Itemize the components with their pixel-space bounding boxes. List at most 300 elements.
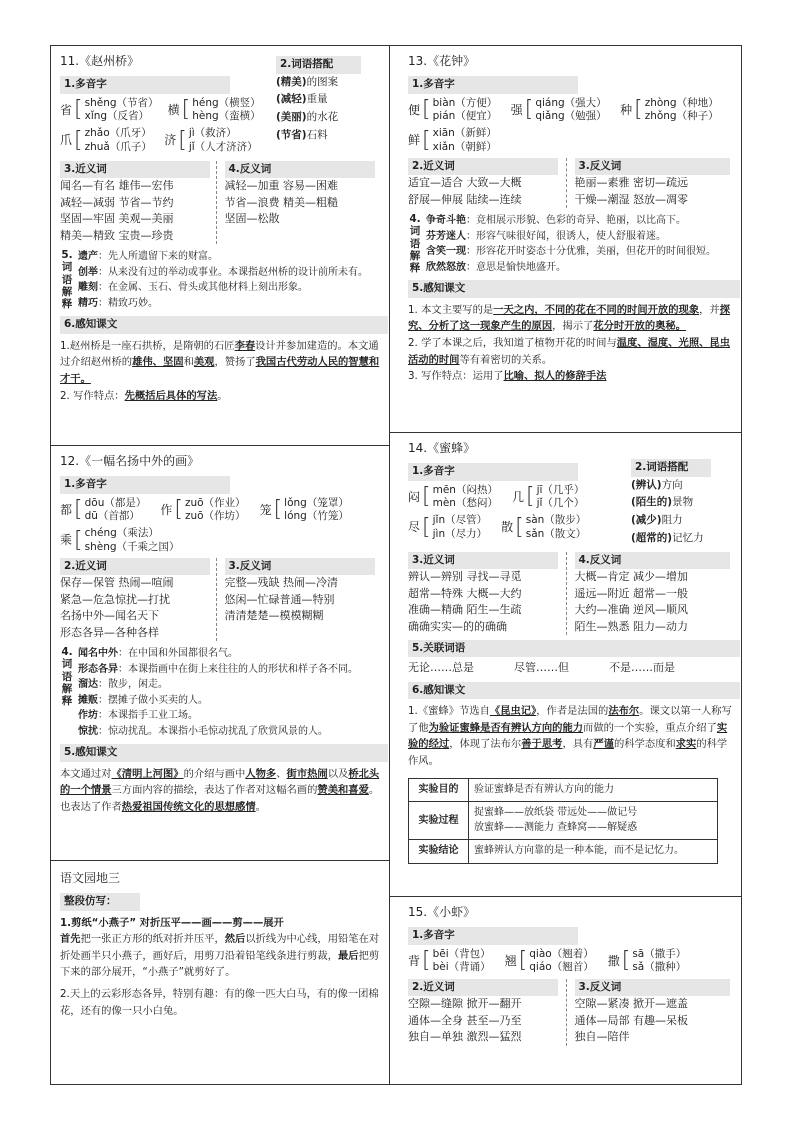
emphasis: 《清明上河图》: [111, 767, 184, 780]
collocation-object: 记忆力: [672, 532, 704, 545]
polyphone-char: 背: [408, 953, 421, 968]
explain-item: [78, 280, 380, 296]
bracket: [: [273, 497, 283, 523]
collocation-object: 的图案: [306, 75, 339, 88]
synonym-list: [408, 996, 566, 1046]
lesson-summary: [60, 766, 380, 816]
reading: jǐ（人才济济）: [188, 140, 258, 153]
section-header: 3.反义词: [225, 558, 375, 575]
polyphone-list: [60, 97, 270, 155]
explain-item: [78, 249, 380, 265]
definition: ：本课指手工业工场。: [98, 710, 198, 722]
collocation-item: [276, 127, 380, 145]
bracket: [: [524, 97, 534, 123]
polyphone-item: [620, 97, 718, 124]
synonym-list: [408, 569, 566, 635]
collocation-list: [276, 74, 380, 145]
emphasis: 桥北头的一个情景: [60, 767, 380, 797]
reading-list: [526, 514, 587, 541]
reading: xiān（新鲜）: [432, 126, 497, 139]
subheading: 1.剪纸“小燕子” 对折压平——画——剪——展开: [60, 916, 284, 929]
collocation-item: [631, 477, 732, 495]
table-line: 蜜蜂辨认方向靠的是一种本能，而不是记忆力。: [474, 845, 684, 857]
reading: jǐn（尽管）: [432, 513, 488, 526]
polyphone-item: [408, 484, 498, 511]
section-header: 1.多音字: [60, 476, 230, 493]
term: 惊扰: [78, 725, 98, 737]
term: 作坊: [78, 710, 98, 722]
label-char: 释: [61, 297, 73, 310]
polyphone-row: [408, 97, 732, 124]
term: 欣然怒放: [426, 261, 466, 273]
text: 的科学态度和: [613, 738, 676, 751]
text: 1. 本文主要写的是: [408, 303, 494, 316]
reading: zhuǎ（爪子）: [84, 140, 152, 153]
definition: ：在金属、玉石、骨头或其他材料上刻出形象。: [98, 282, 308, 294]
polyphone-item: [60, 96, 159, 124]
synonym-pair: 超常—特殊 大概—大约: [408, 586, 522, 600]
polyphone-list: [408, 97, 732, 155]
synonym-list: [60, 575, 216, 641]
table-key: 实验目的: [409, 778, 469, 802]
reading-list: [433, 97, 497, 124]
synonym-pair: 空隙—缝隙 掀开—翻开: [408, 997, 522, 1011]
reading: dū（首都）: [84, 510, 140, 523]
polyphone-char: 强: [510, 102, 523, 117]
synonym-pair: 保存—保管 热闹—喧闹: [60, 576, 174, 590]
explain-item: [426, 244, 732, 260]
polyphone-item: [60, 497, 146, 524]
bracket: [: [422, 127, 431, 153]
polyphone-row: [408, 127, 732, 154]
bracket: [: [515, 514, 524, 540]
lesson-title: 11.《赵州桥》: [60, 54, 140, 68]
polyphone-char: 济: [164, 132, 177, 147]
polyphone-char: 作: [160, 502, 173, 517]
emphasis: 为验证蜜蜂是否有辨认方向的能力: [428, 721, 584, 734]
polyphone-char: 爪: [60, 132, 73, 147]
text: 1.《蜜蜂》节选自: [408, 705, 490, 718]
antonym-pair: 干燥—潮湿 怒放—凋零: [574, 192, 688, 206]
section-header: 5.感知课文: [60, 744, 388, 761]
reading: qiào（翘着）: [529, 947, 594, 960]
reading: qiáng（强大）: [535, 96, 607, 109]
reading-list: [433, 948, 491, 975]
polyphone-row: [408, 948, 732, 975]
section-header: 3.反义词: [575, 979, 730, 996]
polyphone-item: [60, 527, 180, 554]
collocation-object: 方向: [661, 478, 683, 491]
label-char: 词: [409, 225, 421, 238]
term: 创举: [78, 266, 98, 278]
reading: sǎ（撒种）: [632, 961, 687, 974]
section-header: 6.感知课文: [408, 682, 740, 699]
label-char: 词: [61, 658, 73, 671]
term: 争奇斗艳: [426, 215, 466, 227]
emphasis: 热爱祖国传统文化的思想感情: [121, 800, 256, 813]
emphasis: 比喻、拟人的修辞手法: [503, 370, 607, 383]
emphasis: 善于思考: [521, 738, 563, 751]
emphasis: 花分时开放的奥秘。: [593, 320, 687, 333]
section-divider: [50, 860, 390, 861]
polyphone-row: [408, 514, 623, 541]
reading: zhǒng（种子）: [644, 110, 719, 123]
antonym-pair: 清清楚楚—模模糊糊: [224, 609, 324, 623]
reading: pián（便宜）: [432, 110, 498, 123]
collocation-word: (陌生的): [631, 496, 673, 509]
label-char: 语: [61, 273, 73, 286]
reading-list: [537, 484, 585, 511]
table-row: [409, 840, 718, 864]
explain-item: [78, 693, 380, 709]
reading-list: [535, 97, 606, 124]
definition: ：散步，闲走。: [98, 679, 168, 691]
lesson-summary: 1.赵州桥是一座石拱桥，是隋朝的石匠李春设计并参加建造的。本文通过介绍赵州桥的雄伟、坚固和美观，赞扬了我国古代劳动人民的智慧和才干。 2. 写作特点：先概括后具体的写法。: [60, 339, 380, 402]
antonym-list: [225, 178, 381, 228]
reading-list: [632, 948, 686, 975]
table-line: 验证蜜蜂是否有辨认方向的能力: [474, 783, 614, 795]
lesson-summary: [408, 703, 732, 770]
text: ，体现了法布尔: [449, 738, 522, 751]
emphasis: 《昆虫记》: [489, 705, 537, 718]
emphasis: 求实: [675, 738, 697, 751]
text: 2. 学了本课之后，我知道了植物开花的时间与: [408, 336, 617, 349]
paragraph: 2.天上的云彩形态各异，特别有趣：有的像一匹大白马，有的像一团棉花，还有的像一只小白兔。: [60, 988, 379, 1017]
section-header: 2.近义词: [408, 979, 558, 996]
emphasis: 人物多: [245, 767, 277, 780]
reading: xiǎn（朝鲜）: [432, 140, 497, 153]
polyphone-item: [408, 127, 497, 154]
polyphone-char: 几: [511, 489, 524, 504]
lesson-15: [400, 898, 740, 1084]
collocation-object: 石料: [306, 129, 328, 142]
antonym-pair: 悠闲—忙碌普通—特别: [224, 592, 335, 606]
emphasis: 实验的经过: [408, 721, 728, 751]
collocation-item: [276, 109, 380, 127]
lesson-summary: [408, 302, 732, 385]
polyphone-item: [164, 127, 256, 154]
polyphone-item: [160, 497, 245, 524]
reading-list: [433, 514, 488, 541]
table-line: 放蜜蜂——测能力 查蜂窝——解疑惑: [474, 821, 638, 833]
collocation-item: [631, 530, 732, 548]
garden-title: 语文园地三: [60, 871, 121, 885]
synonym-pair: 减轻—减弱 节省—节约: [60, 195, 174, 209]
section-header: 4.反义词: [225, 161, 375, 178]
polyphone-row: [408, 484, 623, 511]
bracket: [: [518, 948, 528, 974]
reading-list: [433, 484, 498, 511]
polyphone-char: 便: [408, 102, 421, 117]
explain-item: [426, 213, 732, 229]
section-header: 1.多音字: [60, 76, 230, 93]
polyphone-char: 笼: [259, 502, 272, 517]
term: 形态各异: [78, 663, 118, 675]
label-char: 释: [61, 694, 73, 707]
antonym-pair: 通体—局部 有趣—呆板: [574, 1013, 688, 1027]
explain-list: [426, 213, 732, 275]
section-divider: [389, 896, 742, 897]
reading: jì（救济）: [188, 126, 237, 139]
polyphone-item: [608, 948, 687, 975]
definition: ：从来没有过的举动或事业。本课指赵州桥的设计前所未有。: [98, 266, 368, 278]
text: ，作者是法国的: [536, 705, 609, 718]
definition: ：竞相展示形貌、色彩的奇异、艳丽，以比高下。: [466, 215, 686, 227]
explain-label: 5. 词 语 解 释: [61, 249, 73, 310]
emphasis: 一天之内，不同的花在不同的时间开放的现象: [493, 303, 700, 316]
synonym-pair: 确确实实—的的确确: [408, 619, 507, 633]
text: 而做的一个实验，重点介绍了: [583, 721, 717, 734]
polyphone-list: [408, 484, 623, 542]
polyphone-item: [260, 497, 349, 524]
synonym-pair: 辨认—辨别 寻找—寻觅: [408, 570, 522, 584]
antonym-list: [225, 575, 381, 625]
garden-section: [52, 864, 388, 1084]
polyphone-item: [60, 127, 150, 154]
collocation-item: [631, 512, 732, 530]
reading-list: [192, 96, 261, 124]
collocation-object: 阻力: [661, 514, 683, 527]
reading: chéng（乘法）: [84, 526, 159, 539]
reading: qiǎng（勉强）: [535, 110, 607, 123]
explain-item: [78, 265, 380, 281]
lesson-13: [400, 47, 740, 432]
label-char: 词: [61, 261, 73, 274]
explain-item: [78, 677, 380, 693]
synonym-pair: 独自—单独 激烈—猛烈: [408, 1030, 522, 1044]
polyphone-item: [408, 514, 487, 541]
synonym-pair: 通体—全身 甚至—乃至: [408, 1013, 522, 1027]
explain-label: 4. 词 语 解 释: [61, 646, 73, 707]
label-char: 释: [409, 261, 421, 274]
reading: sàn（散步）: [525, 513, 587, 526]
section-header: 1.多音字: [408, 76, 578, 93]
antonym-pair: 节省—浪费 精美—粗糙: [224, 195, 338, 209]
collocation-word: (超常的): [631, 532, 673, 545]
antonym-pair: 完整—残缺 热闹—冷清: [224, 576, 338, 590]
reading: shěng（节省）: [84, 96, 159, 109]
reading-list: [84, 96, 159, 124]
section-header: 5.感知课文: [408, 280, 740, 297]
reading: dōu（都是）: [84, 496, 147, 509]
reading-list: [433, 127, 497, 154]
emphasis: 严谨: [593, 738, 614, 751]
lesson-title: 13.《花钟》: [408, 54, 476, 68]
emphasis: 赞美和喜爱: [317, 784, 369, 797]
synonym-list: [408, 175, 566, 208]
polyphone-char: 闷: [408, 489, 421, 504]
polyphone-item: [511, 97, 606, 124]
bracket: [: [422, 484, 431, 510]
antonym-pair: 艳丽—素雅 密切—疏远: [574, 176, 688, 190]
term: 摊贩: [78, 694, 98, 706]
polyphone-char: 乘: [60, 532, 73, 547]
bracket: [: [174, 497, 183, 523]
antonym-pair: 陌生—熟悉 阻力—动力: [574, 619, 688, 633]
reading-list: [85, 127, 151, 154]
section-header: 2.词语搭配: [631, 459, 711, 476]
polyphone-char: 散: [501, 519, 514, 534]
paragraph: 首先把一张正方形的纸对折并压平，然后以折线为中心线，用铅笔在对折处画半只小燕子，画好后，用剪刀沿着铅笔线条进行剪裁，最后把剪下来的部分展开，“小燕子”就剪好了。: [60, 933, 380, 979]
reading: héng（横竖）: [192, 96, 261, 109]
synonym-pair: 适宜—适合 大致—大概: [408, 176, 522, 190]
polyphone-row: [60, 527, 380, 554]
table-row: [409, 802, 718, 840]
reading-list: [529, 948, 593, 975]
antonym-pair: 大约—准确 逆风—顺风: [574, 603, 688, 617]
explain-label: 4. 词 语 解 释: [409, 213, 421, 274]
explain-item: [78, 708, 380, 724]
table-key: 实验结论: [409, 840, 469, 864]
label-char: 解: [61, 682, 73, 695]
reading: zhòng（种地）: [644, 96, 719, 109]
reading: lóng（竹笼）: [284, 510, 349, 523]
reading: shèng（千乘之国）: [84, 540, 180, 553]
text: 3. 写作特点：运用了: [408, 370, 504, 383]
polyphone-row: [60, 497, 380, 524]
reading-list: [189, 127, 256, 154]
definition: ：形容花开时姿态十分优雅，美丽，但花开的时间很短。: [466, 246, 716, 258]
label-char: 解: [61, 285, 73, 298]
reading-list: [284, 497, 349, 524]
reading: jìn（尽力）: [432, 527, 488, 540]
polyphone-item: [167, 96, 261, 124]
synonym-pair: 形态各异—各种各样: [60, 625, 159, 639]
definition: ：精致巧妙。: [98, 297, 158, 309]
synonym-pair: 闻名—有名 雄伟—宏伟: [60, 179, 174, 193]
polyphone-item: [501, 514, 586, 541]
reading: biàn（方便）: [432, 96, 498, 109]
lesson-title: 12.《一幅名扬中外的画》: [60, 454, 200, 468]
polyphone-char: 翘: [504, 953, 517, 968]
collocation-item: [631, 494, 732, 512]
reading: hèng（蛮横）: [192, 110, 261, 123]
collocation-word: (节省): [276, 129, 307, 142]
definition: ：意思是愉快地盛开。: [466, 261, 566, 273]
polyphone-list: [408, 948, 732, 975]
table-value: [469, 840, 718, 864]
reading: bēi（背包）: [432, 947, 491, 960]
section-header: 2.近义词: [60, 558, 210, 575]
text: 的科学作风。: [408, 738, 728, 768]
bracket: [: [178, 127, 187, 153]
lesson-11: [52, 47, 388, 445]
lesson-title: 14.《蜜蜂》: [408, 441, 476, 455]
label-char: 语: [409, 237, 421, 250]
synonym-pair: 舒展—伸展 陆续—连续: [408, 192, 522, 206]
reading: jǐ（几个）: [536, 497, 585, 510]
collocation-object: 的水花: [306, 111, 339, 124]
lesson-14: [400, 434, 740, 896]
summary-line: [408, 335, 732, 368]
text: ，并: [699, 303, 720, 316]
synonym-pair: 坚固—牢固 美观—美丽: [60, 212, 174, 226]
connective-list: [408, 660, 732, 677]
explain-list: [78, 646, 380, 739]
text: 。也表达了作者: [60, 784, 380, 813]
collocation-word: (美丽): [276, 111, 307, 124]
column-divider: [389, 45, 390, 1085]
text: ，揭示了: [552, 320, 594, 333]
section-header: 2.近义词: [408, 158, 558, 175]
polyphone-char: 种: [620, 102, 633, 117]
term: 雕刻: [78, 282, 98, 294]
bracket: [: [621, 948, 631, 974]
antonym-pair: 坚固—松散: [224, 212, 280, 226]
polyphone-char: 省: [60, 102, 73, 117]
polyphone-char: 横: [167, 102, 180, 117]
collocation-item: [276, 91, 380, 109]
lesson-title: 15.《小虾》: [408, 905, 476, 919]
term: 闻名中外: [78, 648, 118, 660]
polyphone-item: [408, 948, 491, 975]
summary-line: [408, 302, 732, 335]
polyphone-row: [60, 97, 270, 124]
collocation-list: [631, 477, 732, 548]
text: 。: [255, 800, 266, 813]
section-header: 1.多音字: [408, 463, 578, 480]
section-header: 6.感知课文: [60, 316, 388, 333]
definition: ：惊动扰乱。本课指小毛惊动扰乱了欣赏风景的人。: [98, 725, 328, 737]
polyphone-list: [60, 497, 380, 555]
section-header: 整段仿写：: [60, 893, 140, 910]
antonym-pair: 大概—肯定 减少—增加: [574, 570, 688, 584]
table-line: 捉蜜蜂——放纸袋 带远处——做记号: [474, 807, 638, 819]
explain-item: [78, 724, 380, 740]
section-header: 3.近义词: [60, 161, 210, 178]
reading: mēn（闷热）: [432, 483, 498, 496]
polyphone-item: [512, 484, 584, 511]
reading-list: [85, 497, 147, 524]
emphasis: 街市热闹: [286, 767, 328, 780]
polyphone-item: [408, 97, 497, 124]
label-char: 语: [61, 670, 73, 683]
text: ，具有: [562, 738, 594, 751]
text: 等有着密切的关系。: [459, 353, 553, 366]
explain-item: [78, 646, 380, 662]
explain-list: [78, 249, 380, 311]
definition: ：形容气味很好闻，很诱人，使人舒服着迷。: [466, 230, 666, 242]
reading: lǒng（笼罩）: [284, 496, 349, 509]
explain-item: [78, 296, 380, 312]
text: 的介绍与画中: [183, 767, 246, 780]
section-header: 3.反义词: [575, 158, 730, 175]
lesson-12: [52, 447, 388, 859]
synonym-list: [60, 178, 216, 244]
text: 。课文以第一人称写了他: [408, 705, 732, 734]
antonym-list: [575, 569, 733, 635]
explain-item: [78, 662, 380, 678]
term: 遗产: [78, 251, 98, 263]
reading: zhǎo（爪牙）: [84, 126, 152, 139]
reading: sā（撒手）: [632, 947, 687, 960]
explain-item: [426, 229, 732, 245]
bracket: [: [525, 484, 535, 510]
term: 含笑一现: [426, 246, 466, 258]
section-divider: [50, 445, 390, 446]
section-header: 3.近义词: [408, 552, 558, 569]
connective: 不是……而是: [609, 661, 675, 675]
reading: qiáo（翘首）: [529, 961, 594, 974]
polyphone-item: [505, 948, 594, 975]
table-value: [469, 778, 718, 802]
bracket: [: [74, 527, 83, 553]
collocation-word: (减轻): [276, 93, 307, 106]
reading-list: [85, 527, 180, 554]
table-row: [409, 778, 718, 802]
bracket: [: [422, 97, 431, 123]
definition: ：本课指画中在街上来往往的人的形状和样子各不同。: [118, 663, 358, 675]
